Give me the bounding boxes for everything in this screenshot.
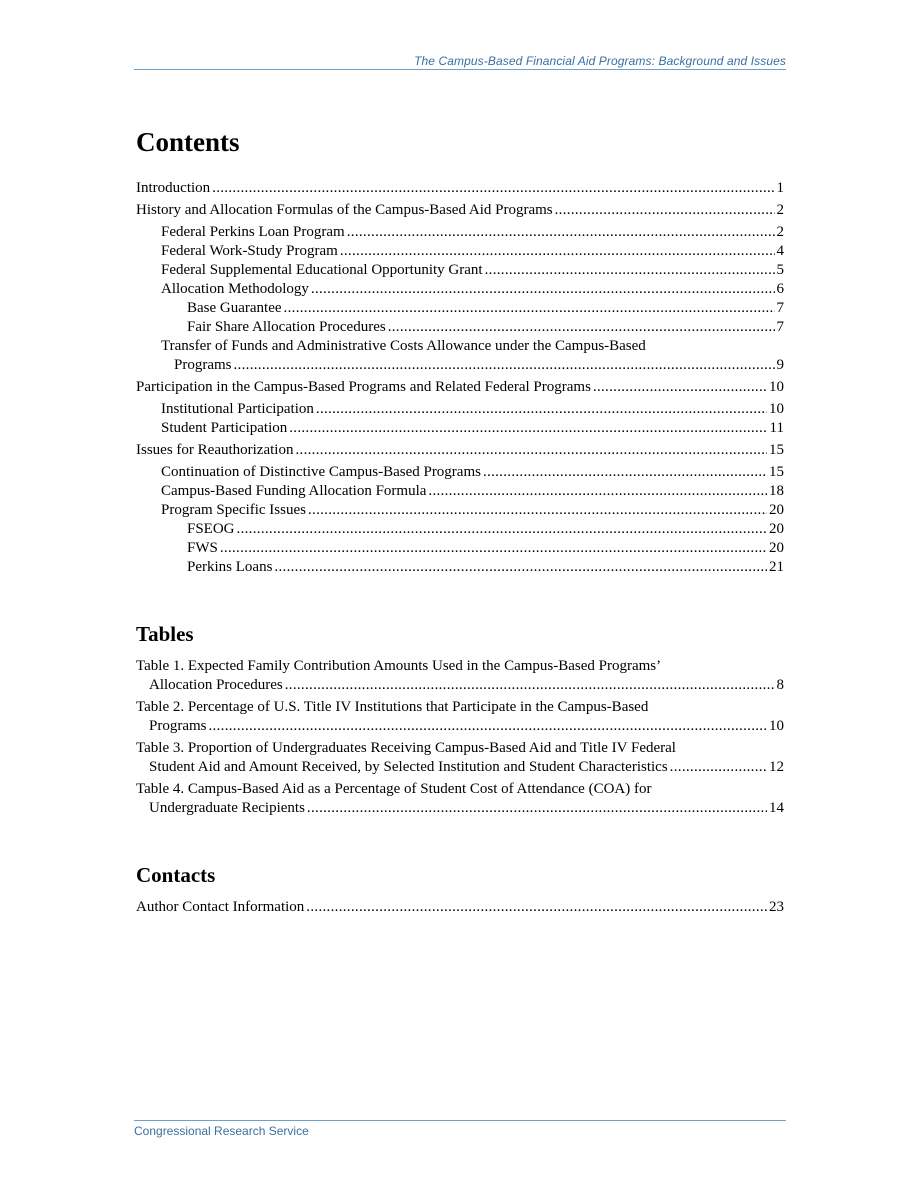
dot-leader [308,501,767,520]
toc-entry[interactable] [161,482,784,501]
table-entry-line2: Allocation Procedures [149,677,283,693]
dot-leader [483,463,767,482]
toc-entry-page: 1 [776,180,784,196]
table-entry-line2: Programs [149,718,207,734]
toc-entry-title-line2: Programs [174,357,232,373]
toc-entry-page: 20 [769,540,784,556]
toc-entry-title: Continuation of Distinctive Campus-Based Programs [161,464,481,480]
dot-leader [306,898,767,917]
toc-entry-page: 7 [776,319,784,335]
dot-leader [388,318,775,337]
table-entry-line1: Table 3. Proportion of Undergraduates Receiving Campus-Based Aid and Title IV Federal [136,740,676,756]
table-list-entry[interactable] [136,780,784,818]
dot-leader [340,242,775,261]
toc-entry[interactable] [161,261,784,280]
dot-leader [316,400,767,419]
running-header [134,54,786,70]
toc-entry[interactable] [136,179,784,198]
toc-entry-page: 10 [769,379,784,395]
table-entry-line1: Table 1. Expected Family Contribution Amounts Used in the Campus-Based Programs’ [136,658,662,674]
toc-entry[interactable] [161,223,784,242]
toc-subgroup [136,400,784,438]
dot-leader [220,539,767,558]
contents-list [136,179,784,577]
toc-subgroup [136,223,784,375]
toc-entry-title: Student Participation [161,420,288,436]
footer-organization: Congressional Research Service [134,1124,309,1138]
table-entry-page: 14 [769,800,784,816]
contact-entry-page: 23 [769,899,784,915]
running-header-title: The Campus-Based Financial Aid Programs: Background and Issues [414,54,786,68]
contact-entry-title: Author Contact Information [136,899,305,915]
contacts-heading: Contacts [136,863,216,887]
dot-leader [234,356,775,375]
tables-heading: Tables [136,622,194,646]
toc-entry-title-line1: Transfer of Funds and Administrative Costs Allowance under the Campus-Based [161,338,646,354]
table-entry-line1: Table 4. Campus-Based Aid as a Percentage of Student Cost of Attendance (COA) for [136,781,652,797]
toc-entry[interactable] [136,441,784,460]
toc-entry[interactable] [187,520,784,539]
toc-entry-title: FSEOG [187,521,235,537]
table-entry-line2: Undergraduate Recipients [149,800,305,816]
running-footer [134,1120,786,1138]
toc-entry-title: Issues for Reauthorization [136,442,294,458]
table-list-entry[interactable] [136,698,784,736]
toc-entry-title: History and Allocation Formulas of the Campus-Based Aid Programs [136,202,553,218]
toc-entry[interactable] [136,201,784,220]
toc-entry[interactable] [187,539,784,558]
toc-entry-page: 5 [776,262,784,278]
toc-entry-page: 21 [769,559,784,575]
toc-entry-title: Fair Share Allocation Procedures [187,319,386,335]
toc-entry-title: Introduction [136,180,211,196]
toc-entry-page: 20 [769,521,784,537]
toc-entry-title: Participation in the Campus-Based Programs and Related Federal Programs [136,379,591,395]
toc-entry[interactable] [136,378,784,397]
toc-entry-title: Federal Perkins Loan Program [161,224,345,240]
dot-leader [670,758,767,777]
table-list-entry[interactable] [136,739,784,777]
table-entry-line2: Student Aid and Amount Received, by Selected Institution and Student Characteristics [149,759,668,775]
contents-heading: Contents [136,127,240,157]
toc-entry-page: 18 [769,483,784,499]
toc-entry-title: Program Specific Issues [161,502,306,518]
dot-leader [311,280,775,299]
toc-entry-page: 2 [776,202,784,218]
toc-entry-title: Institutional Participation [161,401,314,417]
table-entry-page: 12 [769,759,784,775]
toc-entry-title: FWS [187,540,218,556]
table-entry-page: 8 [776,677,784,693]
dot-leader [237,520,767,539]
toc-entry-page: 6 [776,281,784,297]
dot-leader [295,441,767,460]
table-entry-line1: Table 2. Percentage of U.S. Title IV Institutions that Participate in the Campus-Based [136,699,649,715]
dot-leader [307,799,767,818]
toc-entry[interactable] [161,419,784,438]
tables-section [136,620,784,818]
toc-entry[interactable] [161,337,784,375]
contact-list-entry[interactable] [136,898,784,917]
dot-leader [485,261,775,280]
dot-leader [209,717,768,736]
table-entry-page: 10 [769,718,784,734]
toc-entry-page: 9 [776,357,784,373]
toc-entry-page: 7 [776,300,784,316]
toc-entry-title: Federal Supplemental Educational Opportunity Grant [161,262,483,278]
toc-entry-page: 11 [769,420,784,436]
toc-entry[interactable] [187,299,784,318]
toc-entry-page: 15 [769,442,784,458]
dot-leader [593,378,767,397]
dot-leader [555,201,775,220]
page-content [136,124,784,917]
toc-entry-title: Campus-Based Funding Allocation Formula [161,483,427,499]
dot-leader [289,419,767,438]
toc-entry[interactable] [161,280,784,299]
toc-entry-title: Allocation Methodology [161,281,309,297]
toc-entry[interactable] [187,558,784,577]
toc-entry[interactable] [161,463,784,482]
toc-entry[interactable] [161,501,784,520]
toc-entry-page: 4 [776,243,784,259]
toc-entry-page: 15 [769,464,784,480]
toc-entry-page: 2 [776,224,784,240]
toc-entry-page: 20 [769,502,784,518]
toc-entry-page: 10 [769,401,784,417]
table-list-entry[interactable] [136,657,784,695]
toc-entry[interactable] [161,242,784,261]
dot-leader [285,676,775,695]
toc-entry-title: Federal Work-Study Program [161,243,338,259]
toc-entry[interactable] [187,318,784,337]
contacts-section [136,861,784,917]
dot-leader [284,299,775,318]
dot-leader [274,558,767,577]
toc-entry-title: Base Guarantee [187,300,282,316]
dot-leader [212,179,774,198]
dot-leader [428,482,767,501]
toc-subgroup [136,463,784,577]
toc-entry[interactable] [161,400,784,419]
toc-entry-title: Perkins Loans [187,559,273,575]
dot-leader [347,223,775,242]
